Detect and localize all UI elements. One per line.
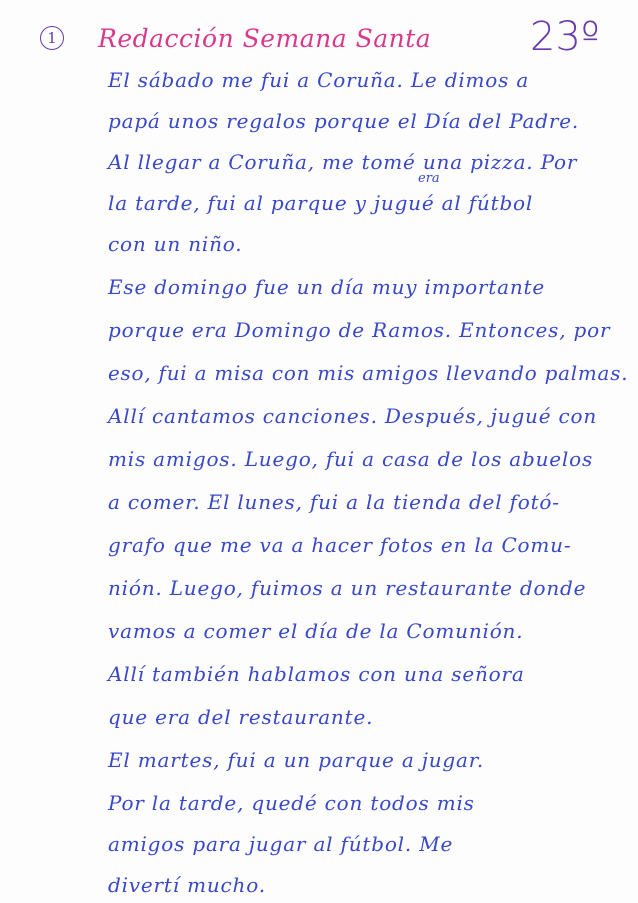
page-title: Redacción Semana Santa [98, 24, 432, 53]
line-text: grafo que me va a hacer fotos en la Comu- [108, 533, 572, 557]
line-text: la tarde, fui al parque y jugué al fútbol [108, 191, 534, 215]
text-line [108, 748, 484, 772]
text-line [108, 191, 533, 215]
line-text: Ese domingo fue un día muy importante [108, 275, 546, 299]
line-text: vamos a comer el día de la Comunión. [108, 619, 524, 643]
text-line [108, 447, 593, 471]
text-line [108, 662, 525, 686]
text-line [108, 619, 523, 643]
text-line [108, 490, 560, 514]
line-text: El martes, fui a un parque a jugar. [108, 748, 485, 772]
line-text: El sábado me fui a Coruña. Le dimos a [108, 68, 530, 92]
text-line [108, 275, 545, 299]
line-text: con un niño. [108, 232, 243, 256]
line-text: divertí mucho. [108, 873, 266, 897]
exercise-number: 1 [40, 26, 64, 50]
text-line [108, 232, 242, 256]
text-line [108, 873, 266, 897]
text-line [108, 705, 373, 729]
line-text: Por la tarde, quedé con todos mis [108, 791, 475, 815]
line-text: mis amigos. Luego, fui a casa de los abuelos [108, 447, 594, 471]
text-line [108, 791, 475, 815]
line-text: a comer. El lunes, fui a la tienda del fotó- [108, 490, 560, 514]
line-text: Allí cantamos canciones. Después, jugué con [108, 404, 598, 428]
text-line [108, 109, 579, 133]
line-text: papá unos regalos porque el Día del Padre. [108, 109, 580, 133]
line-text: Al llegar a Coruña, me tomé una pizza. Por [108, 150, 578, 174]
line-text: amigos para jugar al fútbol. Me [108, 832, 454, 856]
text-line [108, 404, 597, 428]
text-line [108, 832, 453, 856]
text-line [108, 68, 529, 92]
text-line [108, 150, 577, 174]
text-line [108, 533, 571, 557]
line-text: nión. Luego, fuimos a un restaurante donde [108, 576, 587, 600]
text-line [108, 361, 631, 385]
line-text: que era del restaurante. [108, 705, 374, 729]
line-text: porque era Domingo de Ramos. Entonces, por [108, 318, 611, 342]
text-line [108, 318, 610, 342]
inserted-word: era [418, 171, 440, 186]
level-mark: 23º [530, 14, 600, 60]
text-line [108, 576, 586, 600]
line-text: Allí también hablamos con una señora [108, 662, 525, 686]
line-text: eso, fui a misa con mis amigos llevando palmas. [108, 361, 629, 385]
